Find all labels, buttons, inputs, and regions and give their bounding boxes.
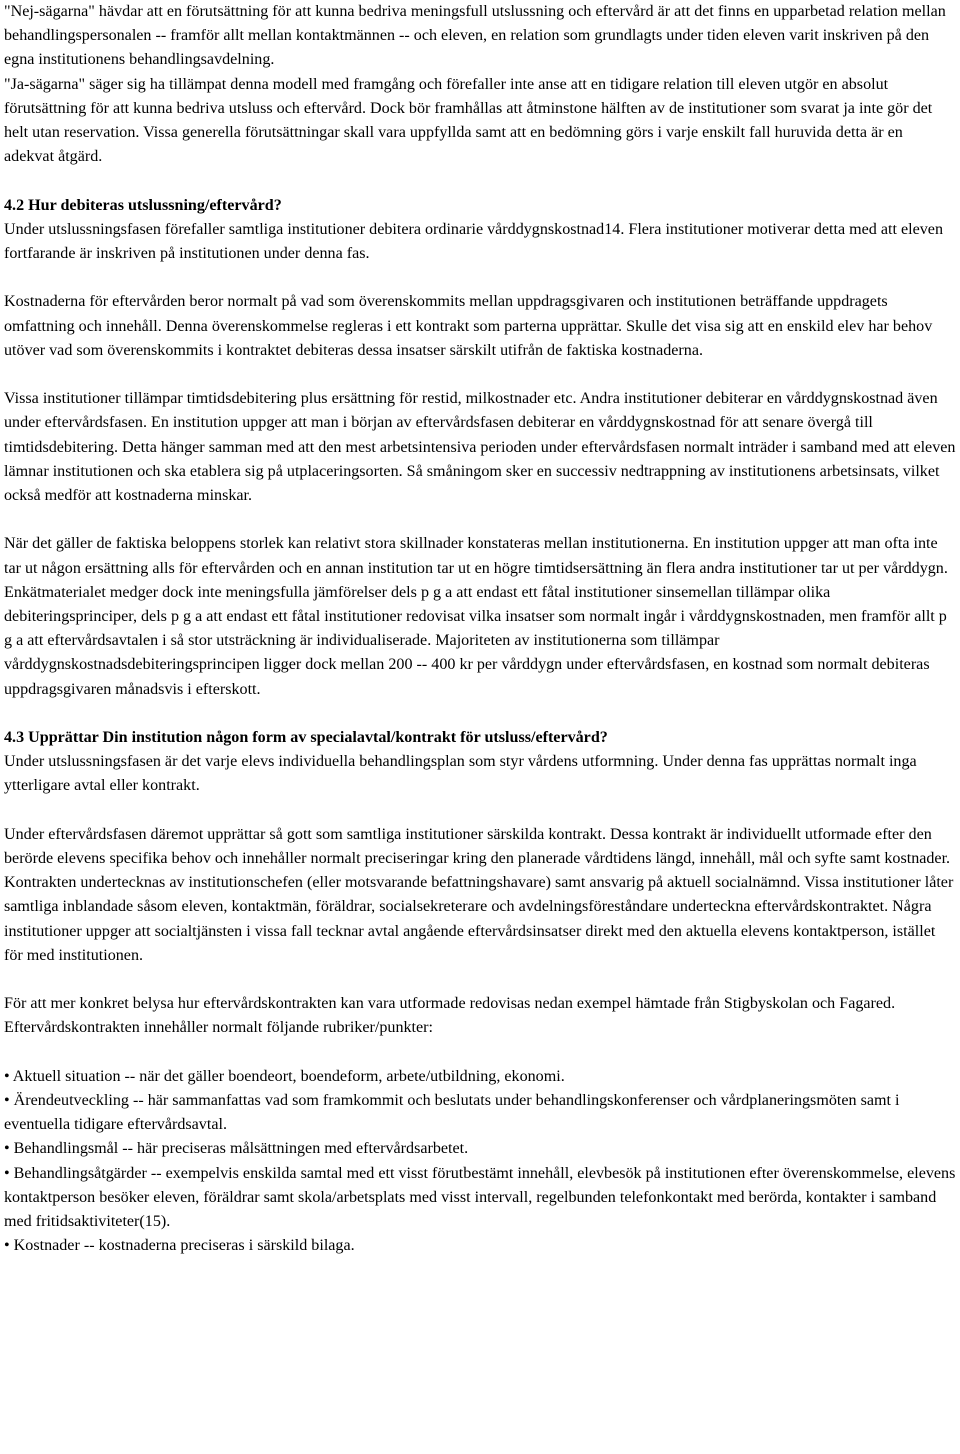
bullet-icon: • — [4, 1237, 10, 1255]
paragraph: När det gäller de faktiska beloppens storlek kan relativt stora skillnader konstateras mellan institutionerna. En institution uppger att man ofta inte tar ut någon ersättning alls för eftervården och en annan institution tar ut en högre timtidsersättning än flera andra institutioner tar ut per vårddygn. Enkätmaterialet medger dock inte meningsfulla jämförelser dels p g a att endast ett fåtal institutioner sinsemellan tillämpar olika debiteringsprinciper, dels p g a att endast ett fåtal institutioner redovisat vilka insatser som normalt ingår i vårddygnskostnaden, men framför allt p g a att eftervårdsavtalen i så stor utsträckning är individualiserade. Majoriteten av institutionerna som tillämpar vårddygnskostnadsdebiteringsprincipen ligger dock mellan 200 -- 400 kr per vårddygn under eftervårdsfasen, en kostnad som normalt debiteras uppdragsgivaren månadsvis i efterskott. — [4, 535, 948, 698]
paragraph: Kostnaderna för eftervården beror normalt på vad som överenskommits mellan uppdragsgivaren och institutionen beträffande uppdragets omfattning och innehåll. Denna överenskommelse regleras i ett kontrakt som parterna upprättar. Skulle det visa sig att en enskild elev har behov utöver vad som överenskommits i kontraktet debiteras dessa insatser särskilt utifrån de faktiska kostnaderna. — [4, 293, 933, 359]
paragraph: Vissa institutioner tillämpar timtidsdebitering plus ersättning för restid, milkostnader etc. Andra institutioner debiterar en vårddygnskostnad även under eftervårdsfasen. En institution uppger att man i början av eftervårdsfasen debiterar en vårddygnskostnad för att senare övergå till timtidsdebitering. Detta hänger samman med att den mest arbetsintensiva perioden under eftervårdsfasen normalt inträder i samband med att eleven lämnar institutionen och ska etablera sig på utplaceringsorten. Så småningom sker en successiv nedtrappning av institutionens arbetsinsats, vilket också medför att kostnaderna minskar. — [4, 390, 956, 505]
paragraph: Under eftervårdsfasen däremot upprättar så gott som samtliga institutioner särskilda kontrakt. Dessa kontrakt är individuellt utformade efter den berörde elevens specifika behov och innehåller normalt preciseringar kring den planerade vårdtidens längd, innehåll, mål och syfte samt kostnader. Kontrakten undertecknas av institutionschefen (eller motsvarande befattningshavare) samt ansvarig på aktuell socialnämnd. Vissa institutioner låter samtliga inblandade såsom eleven, kontaktmän, föräldrar, socialsekreterare och avdelningsföreståndare underteckna eftervårdskontraktet. Några institutioner uppger att socialtjänsten i vissa fall tecknar avtal angående eftervårdsinsatser direkt med den aktuella elevens kontaktperson, istället för med institutionen. — [4, 825, 954, 964]
list-item — [4, 1089, 956, 1137]
intro-section — [4, 0, 956, 169]
section-heading: 4.3 Upprättar Din institution någon form av specialavtal/kontrakt för utsluss/eftervård? — [4, 729, 608, 747]
list-item-text: Behandlingsmål -- här preciseras målsättningen med eftervårdsarbetet. — [13, 1140, 469, 1158]
section-4-2 — [4, 194, 956, 702]
section-heading: 4.2 Hur debiteras utslussning/eftervård? — [4, 196, 282, 214]
paragraph-ja-sagarna: "Ja-sägarna" säger sig ha tillämpat denna modell med framgång och förefaller inte anse att en tidigare relation till eleven utgör en absolut förutsättning för att kunna bedriva utsluss och eftervård. Dock bör framhållas att åtminstone hälften av de institutioner som svarat ja inte gör det helt utan reservation. Vissa generella förutsättningar skall vara uppfyllda samt att en bedömning görs i varje enskilt fall huruvida detta är en adekvat åtgärd. — [4, 75, 933, 166]
list-item — [4, 1234, 956, 1258]
list-item-text: Behandlingsåtgärder -- exempelvis enskilda samtal med ett visst förutbestämt innehåll, elevbesök på institutionen efter överenskommelse, elevens kontaktperson besöker eleven, föräldrar samt skola/arbetsplats med visst intervall, regelbunden telefonkontakt med berörda, kontakter i samband med fritidsaktiviteter(15). — [4, 1164, 956, 1231]
contract-items-list — [4, 1065, 956, 1259]
paragraph: Under utslussningsfasen förefaller samtliga institutioner debitera ordinarie vårddygnskostnad14. Flera institutioner motiverar detta med att eleven fortfarande är inskriven på institutionen under denna fas. — [4, 220, 943, 263]
paragraph: Under utslussningsfasen är det varje elevs individuella behandlingsplan som styr vårdens utformning. Under denna fas upprättas normalt inga ytterligare avtal eller kontrakt. — [4, 753, 917, 795]
bullet-icon: • — [4, 1092, 10, 1110]
list-item-text: Kostnader -- kostnaderna preciseras i särskild bilaga. — [13, 1237, 355, 1255]
bullet-icon: • — [4, 1164, 10, 1182]
list-item-text: Ärendeutveckling -- här sammanfattas vad som framkommit och beslutats under behandlingskonferenser och vårdplaneringsmöten samt i eventuella tidigare eftervårdsavtal. — [4, 1092, 900, 1134]
list-item — [4, 1065, 956, 1089]
section-4-3 — [4, 726, 956, 1258]
bullet-icon: • — [4, 1140, 10, 1158]
paragraph: För att mer konkret belysa hur eftervårdskontrakten kan vara utformade redovisas nedan exempel hämtade från Stigbyskolan och Fagared. Eftervårdskontrakten innehåller normalt följande rubriker/punkter: — [4, 995, 896, 1037]
bullet-icon: • — [4, 1067, 10, 1085]
paragraph-nej-sagarna: "Nej-sägarna" hävdar att en förutsättning för att kunna bedriva meningsfull utslussning och eftervård är att det finns en upparbetad relation mellan behandlingspersonalen -- framför allt mellan kontaktmännen -- och eleven, en relation som grundlagts under tiden eleven varit inskriven på den egna institutionens behandlingsavdelning. — [4, 3, 946, 69]
list-item — [4, 1162, 956, 1235]
list-item — [4, 1137, 956, 1161]
list-item-text: Aktuell situation -- när det gäller boendeort, boendeform, arbete/utbildning, ekonomi. — [12, 1067, 565, 1085]
